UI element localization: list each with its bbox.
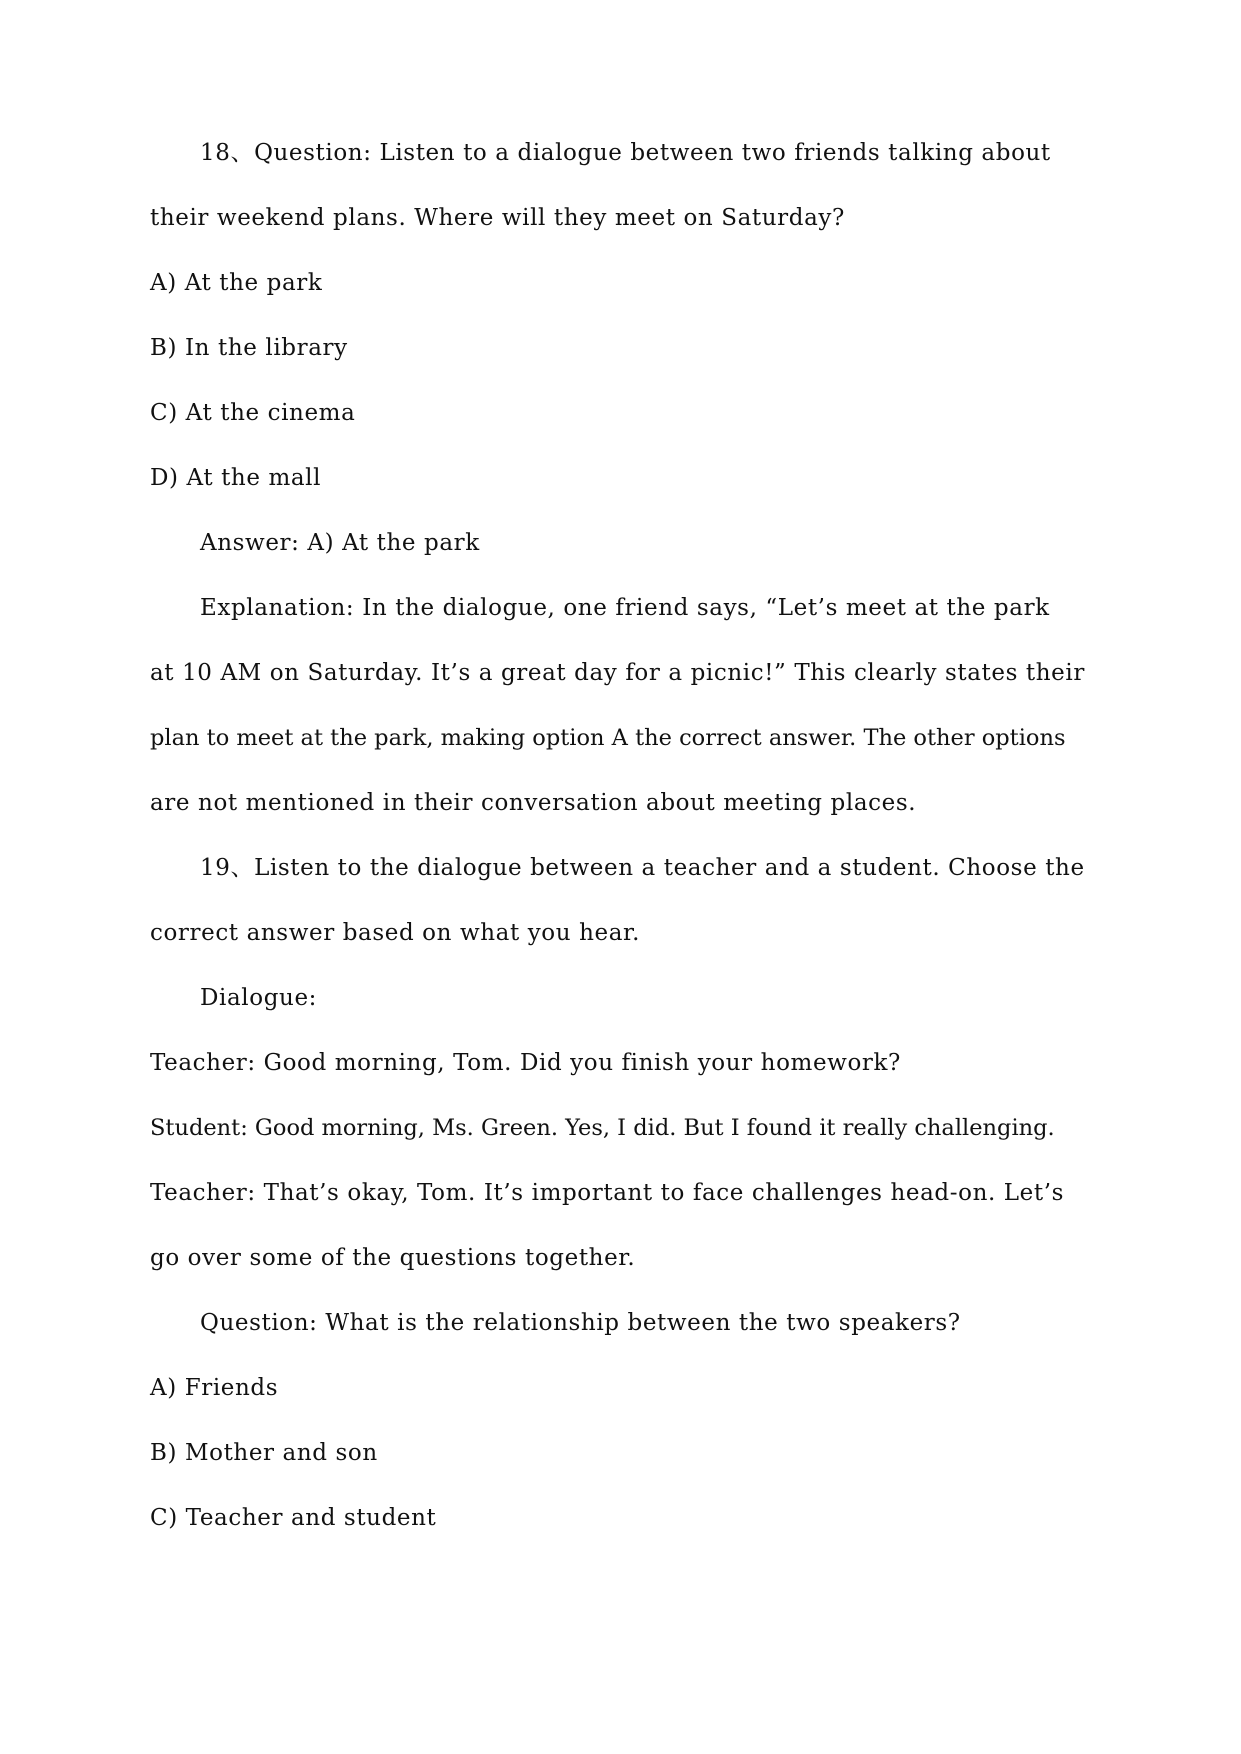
q19-option-a: A) Friends (150, 1375, 279, 1401)
q18-explanation-line-1: Explanation: In the dialogue, one friend says, “Let’s meet at the park (200, 595, 1050, 621)
page-content (150, 138, 1090, 1568)
q18-option-a: A) At the park (150, 270, 323, 296)
q19-dialogue-line-2: Student: Good morning, Ms. Green. Yes, I did. But I found it really challenging. (150, 1115, 1055, 1141)
q19-intro-line-2: correct answer based on what you hear. (150, 920, 640, 946)
q18-option-c: C) At the cinema (150, 400, 356, 426)
q18-explanation-line-3: plan to meet at the park, making option A the correct answer. The other options (150, 725, 1066, 751)
q19-option-c: C) Teacher and student (150, 1505, 437, 1531)
q18-answer: Answer: A) At the park (200, 530, 480, 556)
q19-intro-line-1: 19、Listen to the dialogue between a teacher and a student. Choose the (200, 855, 1085, 881)
q19-question: Question: What is the relationship between the two speakers? (200, 1310, 961, 1336)
q18-explanation-line-4: are not mentioned in their conversation about meeting places. (150, 790, 917, 816)
q19-dialogue-line-4: go over some of the questions together. (150, 1245, 636, 1271)
q18-explanation-line-2: at 10 AM on Saturday. It’s a great day for a picnic!” This clearly states their (150, 660, 1085, 686)
q19-dialogue-label: Dialogue: (200, 985, 318, 1011)
q18-question-line-1: 18、Question: Listen to a dialogue between two friends talking about (200, 140, 1051, 166)
q18-option-d: D) At the mall (150, 465, 322, 491)
q19-option-b: B) Mother and son (150, 1440, 378, 1466)
q18-option-b: B) In the library (150, 335, 348, 361)
q19-dialogue-line-3: Teacher: That’s okay, Tom. It’s important to face challenges head-on. Let’s (150, 1180, 1065, 1206)
q19-dialogue-line-1: Teacher: Good morning, Tom. Did you finish your homework? (150, 1050, 901, 1076)
q18-question-line-2: their weekend plans. Where will they meet on Saturday? (150, 205, 845, 231)
